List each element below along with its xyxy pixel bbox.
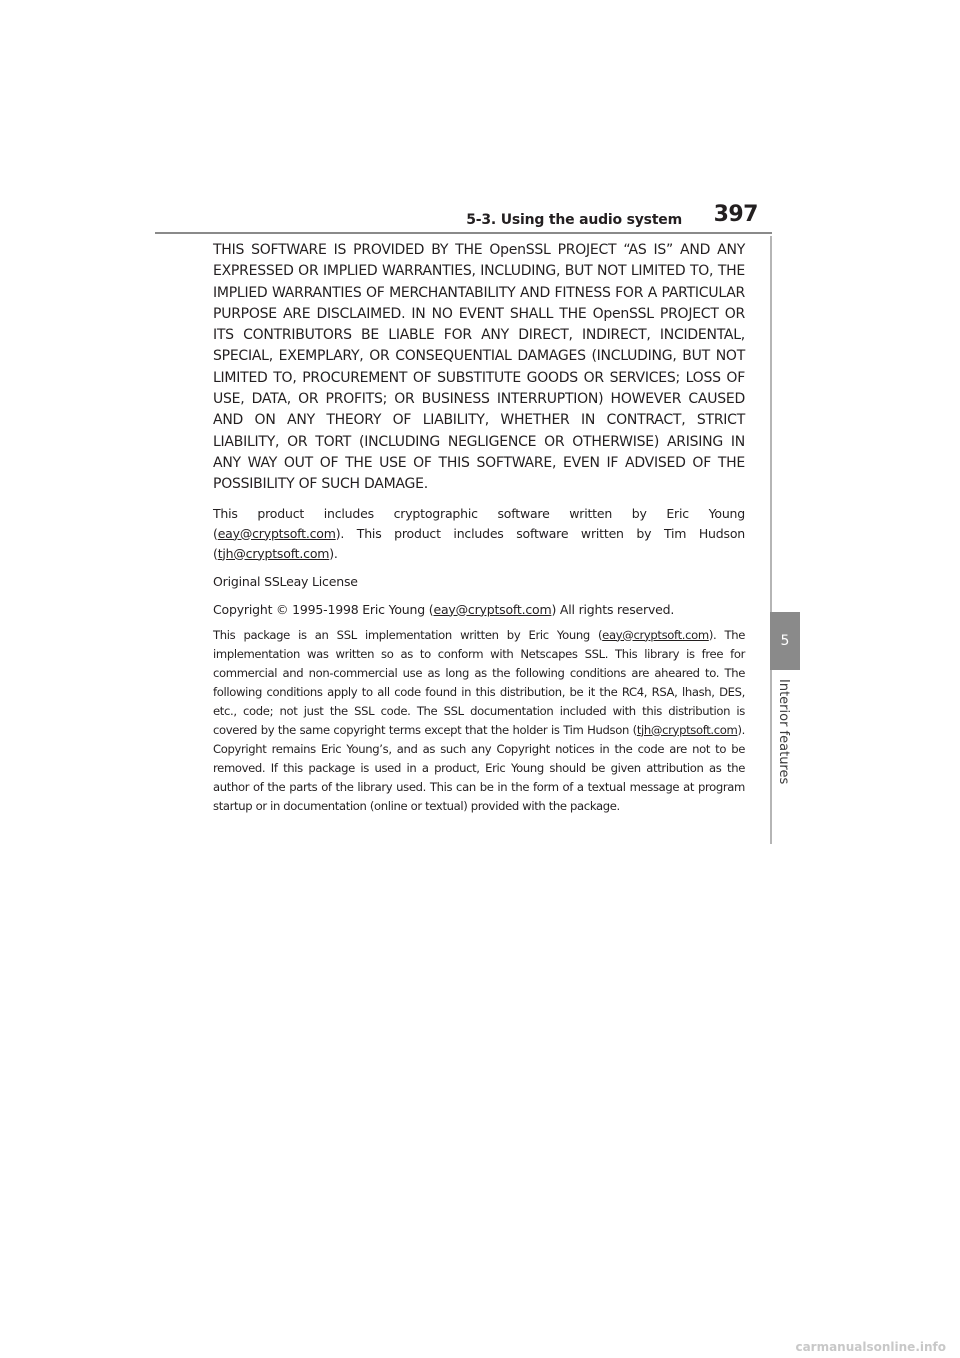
email-link-tjh[interactable]: tjh@cryptsoft.com xyxy=(217,545,330,561)
section-title: 5-3. Using the audio system xyxy=(466,212,682,228)
side-tab-divider xyxy=(770,236,772,844)
product-notice-text: ). xyxy=(329,545,338,561)
package-notice-text: This package is an SSL implementation written by Eric Young ( xyxy=(213,627,603,642)
page-header xyxy=(155,200,772,234)
email-link-eay[interactable]: eay@cryptsoft.com xyxy=(602,627,709,642)
product-notice xyxy=(213,504,745,564)
package-notice-text: ). Copyright remains Eric Young’s, and as such any Copyright notices in the code are not to be removed. If this package is used in a product, Eric Young should be given attribution as the author of the parts of the library used. This can be in the form of a textual message at program startup or in documentation (online or textual) provided with the package. xyxy=(213,722,745,813)
chapter-number-badge: 5 xyxy=(770,612,800,670)
chapter-label: Interior features xyxy=(776,679,791,785)
copyright-text: ) All rights reserved. xyxy=(551,601,675,617)
page-content xyxy=(213,240,745,816)
email-link-eay[interactable]: eay@cryptsoft.com xyxy=(433,601,552,617)
package-notice xyxy=(213,626,745,816)
chapter-side-tab xyxy=(770,236,800,844)
email-link-eay[interactable]: eay@cryptsoft.com xyxy=(217,525,336,541)
product-notice-text: ). This product includes software written by Tim Hudson ( xyxy=(213,525,745,561)
product-notice-text: This product includes cryptographic software written by Eric Young ( xyxy=(213,505,745,541)
page-number: 397 xyxy=(713,202,758,227)
copyright-line xyxy=(213,600,745,620)
email-link-tjh[interactable]: tjh@cryptsoft.com xyxy=(636,722,738,737)
warranty-disclaimer: THIS SOFTWARE IS PROVIDED BY THE OpenSSL PROJECT “AS IS” AND ANY EXPRESSED OR IMPLIED WARRANTIES, INCLUDING, BUT NOT LIMITED TO, THE IMPLIED WARRANTIES OF MERCHANTABILITY AND FITNESS FOR A PARTICULAR PURPOSE ARE DISCLAIMED. IN NO EVENT SHALL THE OpenSSL PROJECT OR ITS CONTRIBUTORS BE LIABLE FOR ANY DIRECT, INDIRECT, INCIDENTAL, SPECIAL, EXEMPLARY, OR CONSEQUENTIAL DAMAGES (INCLUDING, BUT NOT LIMITED TO, PROCUREMENT OF SUBSTITUTE GOODS OR SERVICES; LOSS OF USE, DATA, OR PROFITS; OR BUSINESS INTERRUPTION) HOWEVER CAUSED AND ON ANY THEORY OF LIABILITY, WHETHER IN CONTRACT, STRICT LIABILITY, OR TORT (INCLUDING NEGLIGENCE OR OTHERWISE) ARISING IN ANY WAY OUT OF THE USE OF THIS SOFTWARE, EVEN IF ADVISED OF THE POSSIBILITY OF SUCH DAMAGE. xyxy=(213,242,745,493)
copyright-text: Copyright © 1995-1998 Eric Young ( xyxy=(213,601,434,617)
package-notice-text: ). The implementation was written so as to conform with Netscapes SSL. This library is free for commercial and non-commercial use as long as the following conditions are aheared to. The following conditions apply to all code found in this distribution, be it the RC4, RSA, lhash, DES, etc., code; not just the SSL code. The SSL documentation included with this distribution is covered by the same copyright terms except that the holder is Tim Hudson ( xyxy=(213,627,745,737)
header-divider xyxy=(155,232,772,234)
license-title: Original SSLeay License xyxy=(213,573,358,589)
site-watermark: carmanualsonline.info xyxy=(795,1340,946,1354)
